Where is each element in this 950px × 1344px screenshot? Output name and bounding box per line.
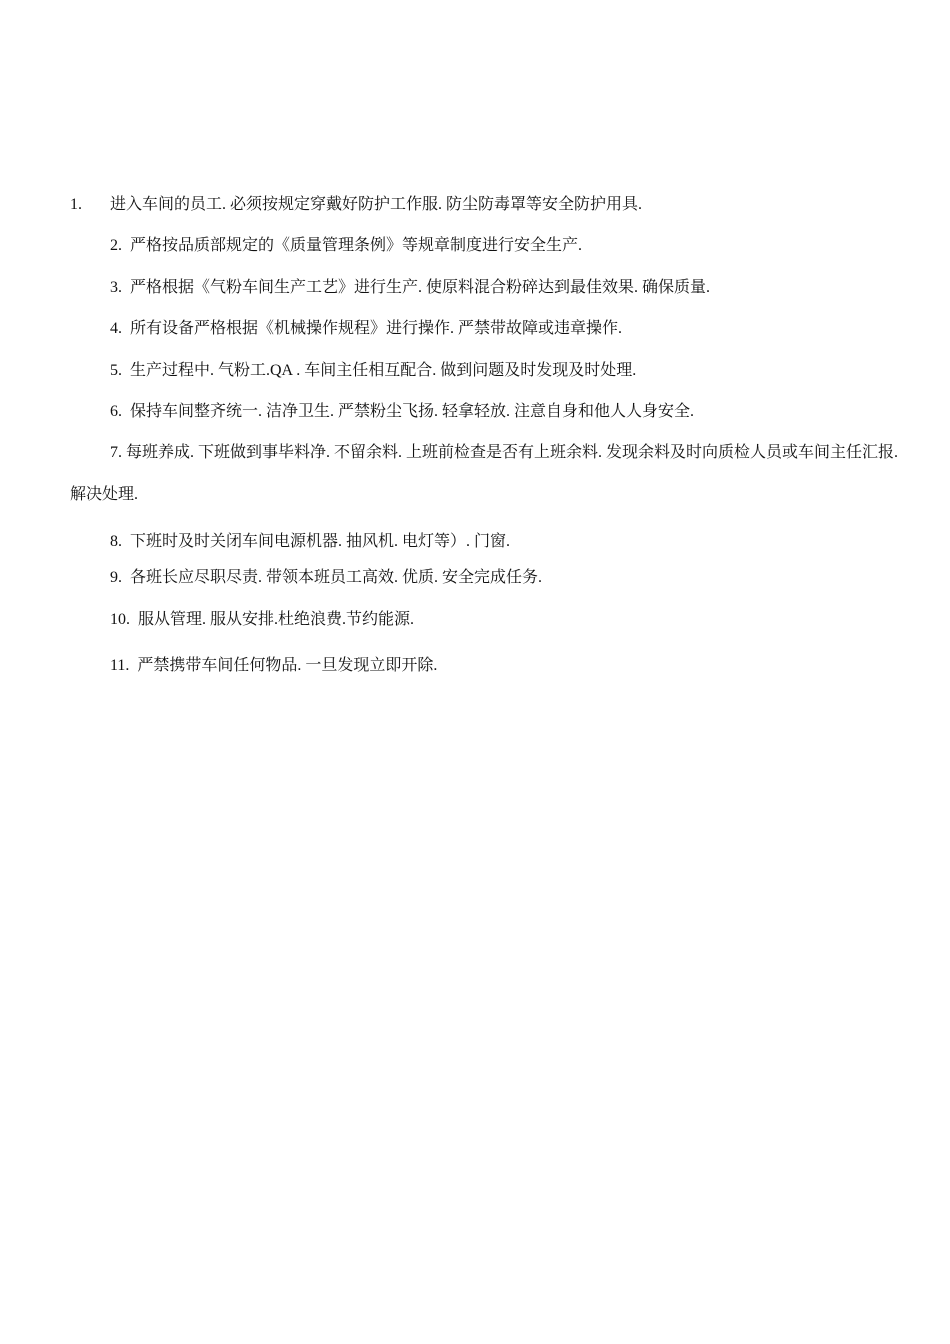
list-item bbox=[110, 278, 710, 298]
list-item-text: 进入车间的员工. 必须按规定穿戴好防护工作服. 防尘防毒罩等安全防护用具. bbox=[110, 196, 643, 213]
list-item-text: 生产过程中. 气粉工.QA . 车间主任相互配合. 做到问题及时发现及时处理. bbox=[130, 362, 637, 379]
list-item-text: 保持车间整齐统一. 洁净卫生. 严禁粉尘飞扬. 轻拿轻放. 注意自身和他人人身安全. bbox=[130, 403, 695, 420]
list-item-number: 9. bbox=[110, 569, 126, 586]
list-item-text: 下班时及时关闭车间电源机器. 抽风机. 电灯等）. 门窗. bbox=[130, 533, 511, 550]
list-item bbox=[110, 532, 510, 552]
list-item-text: 严格根据《气粉车间生产工艺》进行生产. 使原料混合粉碎达到最佳效果. 确保质量. bbox=[130, 279, 711, 296]
list-item bbox=[110, 568, 542, 588]
list-item bbox=[70, 432, 900, 516]
list-item-number: 1. bbox=[70, 196, 82, 213]
list-item bbox=[110, 610, 414, 630]
list-item-number: 2. bbox=[110, 237, 126, 254]
list-item bbox=[110, 361, 636, 381]
list-item-number: 10. bbox=[110, 611, 134, 628]
list-item bbox=[110, 402, 694, 422]
list-item-text: 严格按品质部规定的《质量管理条例》等规章制度进行安全生产. bbox=[130, 237, 583, 254]
list-item-number: 11. bbox=[110, 657, 134, 674]
list-item-number: 6. bbox=[110, 403, 126, 420]
list-item-number: 8. bbox=[110, 533, 126, 550]
list-item bbox=[110, 319, 622, 339]
list-item-number: 3. bbox=[110, 279, 126, 296]
list-item bbox=[110, 656, 437, 676]
list-item-text: 所有设备严格根据《机械操作规程》进行操作. 严禁带故障或违章操作. bbox=[130, 320, 623, 337]
list-item-text: 服从管理. 服从安排.杜绝浪费.节约能源. bbox=[138, 611, 415, 628]
list-item-text: 每班养成. 下班做到事毕料净. 不留余料. 上班前检查是否有上班余料. 发现余料及时向质检人员或车间主任汇报. 解决处理. bbox=[70, 444, 899, 503]
list-item-number: 4. bbox=[110, 320, 126, 337]
list-item-number: 5. bbox=[110, 362, 126, 379]
list-item-text: 各班长应尽职尽责. 带领本班员工高效. 优质. 安全完成任务. bbox=[130, 569, 543, 586]
list-item bbox=[110, 236, 582, 256]
list-item-text: 严禁携带车间任何物品. 一旦发现立即开除. bbox=[137, 657, 438, 674]
list-item-number: 7. bbox=[110, 444, 122, 461]
